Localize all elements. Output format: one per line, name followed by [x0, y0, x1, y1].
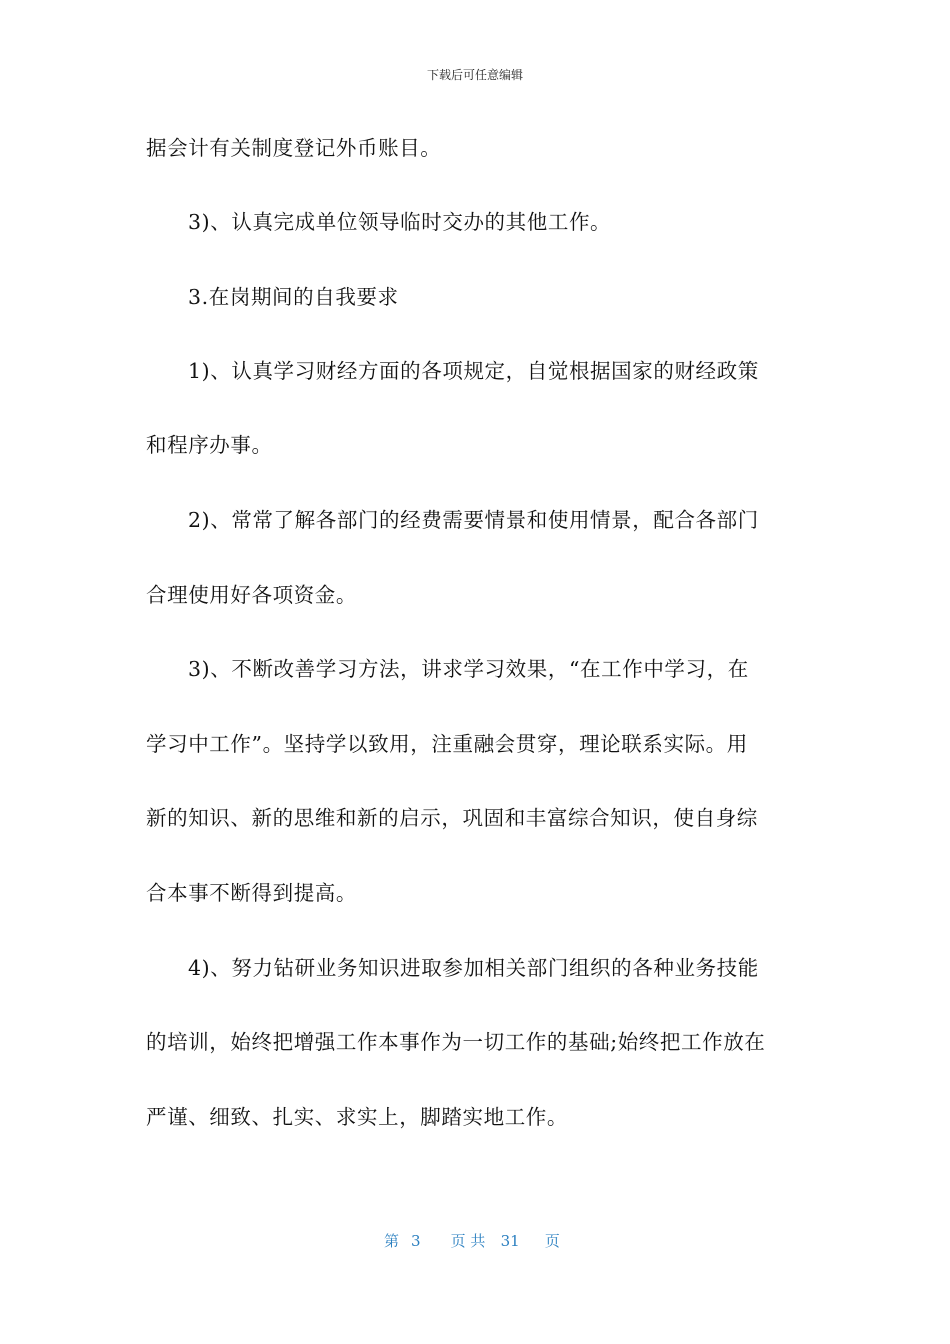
footer-page-number: 3 — [411, 1232, 421, 1250]
body-line: 2)、常常了解各部门的经费需要情景和使用情景，配合各部门 — [188, 508, 759, 532]
body-line: 1)、认真学习财经方面的各项规定，自觉根据国家的财经政策 — [188, 359, 759, 383]
body-line: 的培训，始终把增强工作本事作为一切工作的基础;始终把工作放在 — [146, 1030, 766, 1054]
footer-total-pages: 31 — [500, 1232, 520, 1250]
body-line: 新的知识、新的思维和新的启示，巩固和丰富综合知识，使自身综 — [146, 806, 758, 830]
section-heading: 3.在岗期间的自我要求 — [188, 285, 399, 309]
body-line: 和程序办事。 — [146, 433, 273, 457]
body-line: 学习中工作”。坚持学以致用，注重融会贯穿，理论联系实际。用 — [146, 732, 748, 756]
page-footer — [384, 1230, 560, 1251]
body-line: 据会计有关制度登记外币账目。 — [146, 136, 442, 160]
page-header: 下载后可任意编辑 — [426, 68, 523, 82]
footer-page-suffix: 页 — [544, 1232, 560, 1250]
footer-page-label: 第 — [384, 1232, 400, 1250]
footer-total-label: 页 共 — [450, 1232, 486, 1250]
body-line: 合理使用好各项资金。 — [146, 583, 357, 607]
body-line: 3)、认真完成单位领导临时交办的其他工作。 — [188, 210, 612, 234]
body-line: 合本事不断得到提高。 — [146, 881, 357, 905]
body-line: 3)、不断改善学习方法，讲求学习效果，“在工作中学习，在 — [188, 657, 749, 681]
body-line: 严谨、细致、扎实、求实上，脚踏实地工作。 — [146, 1105, 568, 1129]
body-line: 4)、努力钻研业务知识进取参加相关部门组织的各种业务技能 — [188, 956, 759, 980]
